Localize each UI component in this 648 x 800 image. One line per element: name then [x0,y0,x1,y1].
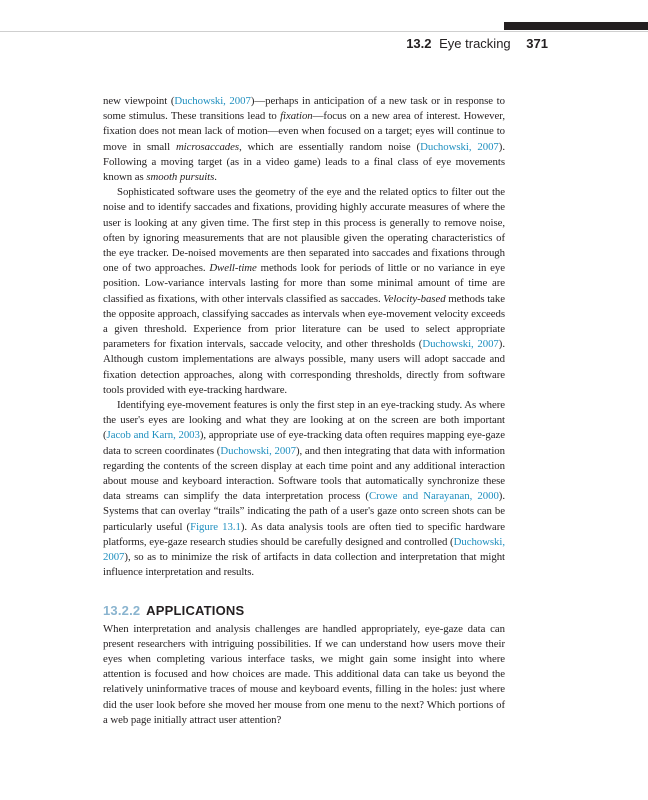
text-run: methods take the opposite approach, classifying saccades as intervals when eye-movement velocity exceeds a given threshold. Experience from prior literature can be used to select appropriate parameters for fixation intervals, saccade velocity, and other thresholds ( [103,292,505,351]
section-heading [103,603,505,618]
paragraph-1 [103,94,505,185]
emphasis-term: fixation [280,110,313,123]
section-title: Eye tracking [439,36,511,51]
citation-link[interactable]: Duchowski, 2007 [103,535,505,564]
emphasis-term: smooth pursuits [146,171,215,184]
citation-link[interactable]: Crowe and Narayanan, 2000 [368,490,499,503]
text-run: ), so as to minimize the risk of artifacts in data collection and interpretation that might influence interpretation and results. [103,551,505,579]
paragraph-4 [103,622,505,728]
emphasis-term: Dwell-time [209,262,257,275]
text-run: , which are essentially random noise ( [239,140,421,153]
header-rule [0,31,648,32]
citation-link[interactable]: Figure 13.1 [190,520,241,533]
citation-link[interactable]: Duchowski, 2007 [220,444,296,457]
text-run: ). Systems that can overlay “trails” indicating the path of a user's gaze onto screen shots can be particularly useful ( [103,490,505,533]
text-run: )—perhaps in anticipation of a new task or in response to some stimulus. These transitions lead to [103,95,505,123]
text-run: —focus on a new area of interest. However, fixation does not mean lack of motion—even when focused on a target; eyes will continue to move in small [103,110,506,153]
heading-label: APPLICATIONS [146,602,245,618]
emphasis-term: microsaccades [175,140,240,153]
page-content [103,94,505,728]
text-run: methods look for periods of little or no variance in eye position. Low-variance intervals lasting for more than some minimal amount of time are classified as fixations, with other intervals classified as saccades. [103,262,506,305]
citation-link[interactable]: Duchowski, 2007 [420,140,499,153]
citation-link[interactable]: Jacob and Karn, 2003 [106,429,200,442]
text-run: new viewpoint ( [103,95,175,107]
section-number: 13.2 [406,36,432,51]
text-run: ). Following a moving target (as in a video game) leads to a final class of eye movements known as [103,140,505,184]
text-run: ), appropriate use of eye-tracking data often requires mapping eye-gaze data to screen coordinates ( [103,429,505,457]
emphasis-term: Velocity-based [383,292,446,305]
heading-number: 13.2.2 [103,602,141,618]
paragraph-3 [103,398,505,580]
running-head [406,36,548,51]
page-number: 371 [526,36,548,51]
text-run: ), and then integrating that data with information regarding the contents of the screen display at each time point and any additional interaction about mouse and keyboard interaction. Software tools that automatically synchronize these data streams can simplify the data interpretation process ( [103,444,506,503]
text-run: ). Although custom implementations are always possible, many users will adopt saccade and fixation detection approaches, along with corresponding thresholds, directly from software tools provided with eye-tracking hardware. [103,338,505,396]
citation-link[interactable]: Duchowski, 2007 [174,95,251,107]
text-run: . [214,171,217,184]
header-accent-bar [504,22,648,30]
text-run: When interpretation and analysis challenges are handled appropriately, eye-gaze data can present researchers with intriguing possibilities. If we can understand how users move their eyes when completing various interface tasks, we might gain some insight into where attention is focused and how choices are made. This additional data can take us beyond the relatively uninformative traces of mouse and keyboard events, filling in the holes: just where did the user look before she moved her mouse from one menu to the next? Which portions of a web page initially attract user attention? [103,622,505,726]
text-run: Sophisticated software uses the geometry of the eye and the related optics to filter out the noise and to identify saccades and fixations, providing highly accurate measures of where the user is looking at any given time. The first step in this process is generally to remove noise, often by ignoring measurements that are not plausible given the operating characteristics of the eye tracker. De-noised movements are then separated into saccades and fixations through one of two approaches. [103,186,505,275]
text-run: ). As data analysis tools are often tied to specific hardware platforms, eye-gaze research studies should be carefully designed and controlled ( [103,520,506,548]
paragraph-2 [103,185,505,398]
text-run: Identifying eye-movement features is only the first step in an eye-tracking study. As where the user's eyes are looking and what they are looking at on the screen are both important ( [103,399,505,442]
citation-link[interactable]: Duchowski, 2007 [422,338,499,351]
